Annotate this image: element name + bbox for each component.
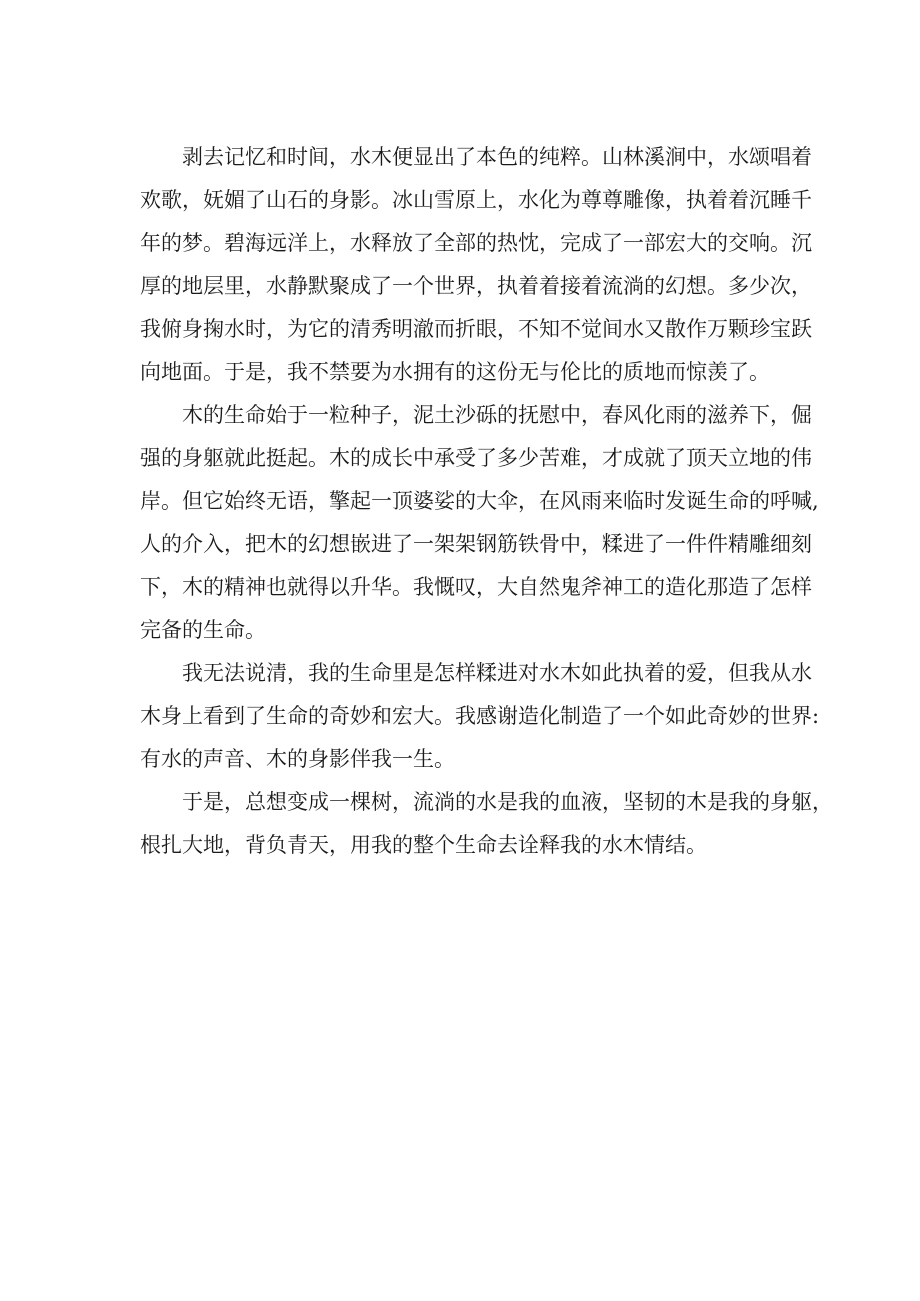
text-line: 强的身躯就此挺起。木的成长中承受了多少苦难，才成就了顶天立地的伟 [140, 446, 812, 470]
text-line: 剥去记忆和时间，水木便显出了本色的纯粹。山林溪涧中，水颂唱着 [182, 145, 812, 169]
text-line: 我无法说清，我的生命里是怎样糅进对水木如此执着的爱，但我从水 [182, 661, 812, 685]
text-line: 有水的声音、木的身影伴我一生。 [140, 747, 455, 771]
text-line: 厚的地层里，水静默聚成了一个世界，执着着接着流淌的幻想。多少次， [140, 274, 812, 298]
text-line: 木身上看到了生命的奇妙和宏大。我感谢造化制造了一个如此奇妙的世界: [140, 704, 820, 728]
text-line: 人的介入，把木的幻想嵌进了一架架钢筋铁骨中，糅进了一件件精雕细刻 [140, 532, 812, 556]
text-line: 向地面。于是，我不禁要为水拥有的这份无与伦比的质地而惊羡了。 [140, 360, 770, 384]
text-line: 我俯身掬水时，为它的清秀明澈而折眼，不知不觉间水又散作万颗珍宝跃 [140, 317, 812, 341]
text-line: 岸。但它始终无语，擎起一顶婆娑的大伞，在风雨来临时发诞生命的呼喊, [140, 489, 819, 513]
paragraph-2 [140, 394, 819, 652]
text-line: 木的生命始于一粒种子，泥土沙砾的抚慰中，春风化雨的滋养下，倔 [182, 403, 812, 427]
text-line: 完备的生命。 [140, 618, 266, 642]
text-line: 根扎大地，背负青天，用我的整个生命去诠释我的水木情结。 [140, 833, 707, 857]
paragraph-4 [140, 781, 833, 867]
text-line: 于是，总想变成一棵树，流淌的水是我的血液，坚韧的木是我的身躯， [182, 790, 833, 814]
paragraph-3 [140, 652, 820, 781]
text-line: 欢歌，妩媚了山石的身影。冰山雪原上，水化为尊尊雕像，执着着沉睡千 [140, 188, 812, 212]
paragraph-1 [140, 136, 812, 394]
text-line: 下，木的精神也就得以升华。我慨叹，大自然鬼斧神工的造化那造了怎样 [140, 575, 812, 599]
text-line: 年的梦。碧海远洋上，水释放了全部的热忱，完成了一部宏大的交响。沉 [140, 231, 812, 255]
document-body [140, 136, 833, 867]
